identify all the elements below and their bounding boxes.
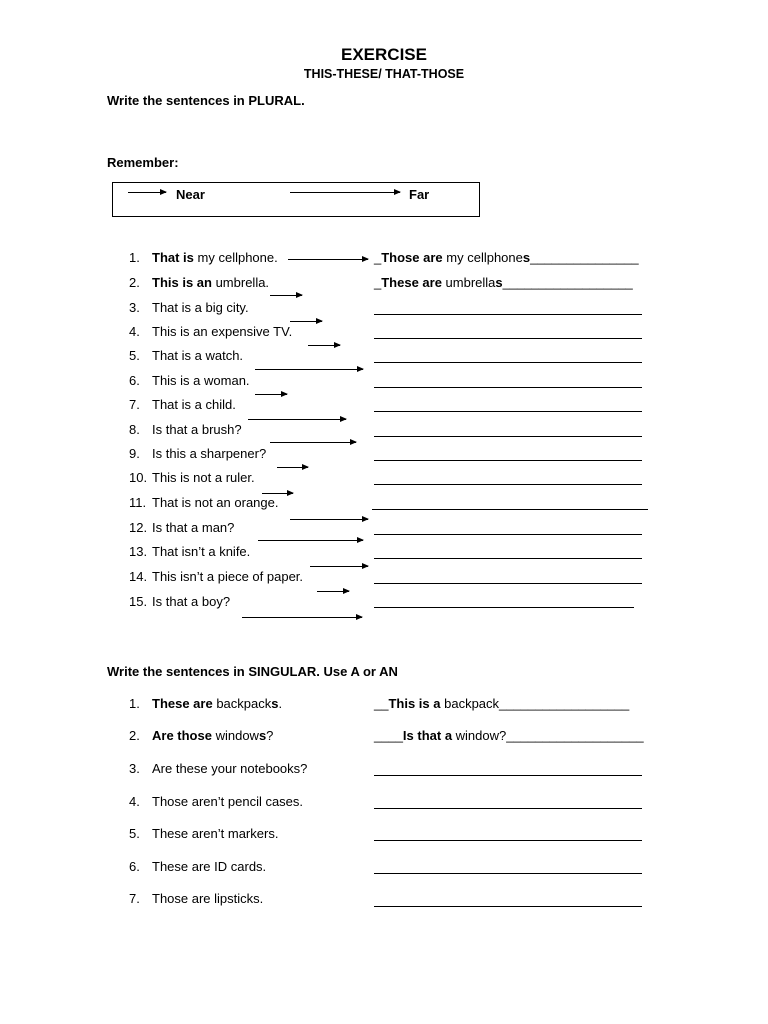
blank-line[interactable] (374, 808, 642, 809)
blank-line[interactable] (374, 338, 642, 339)
blank-line[interactable] (374, 436, 642, 437)
arrow-icon (310, 566, 368, 567)
blank-line[interactable] (374, 411, 642, 412)
list-item: 5. These aren’t markers. (129, 826, 279, 841)
list-item: 10. This is not a ruler. (129, 470, 255, 485)
list-item: 4. This is an expensive TV. (129, 324, 293, 339)
list-item: 6. These are ID cards. (129, 859, 267, 874)
list-item: 4. Those aren’t pencil cases. (129, 794, 304, 809)
list-item: 14. This isn’t a piece of paper. (129, 569, 304, 584)
blank-line[interactable] (374, 314, 642, 315)
list-item: 1. These are backpacks. (129, 696, 283, 711)
arrow-icon (288, 259, 368, 260)
blank-line[interactable] (374, 534, 642, 535)
blank-line[interactable] (374, 906, 642, 907)
blank-line[interactable] (374, 583, 642, 584)
list-item: 1. That is my cellphone. (129, 250, 278, 265)
list-item: 7. Those are lipsticks. (129, 891, 264, 906)
legend-near: Near (176, 187, 205, 202)
list-item: 11. That is not an orange. (129, 495, 279, 510)
list-item: 6. This is a woman. (129, 373, 250, 388)
blank-line[interactable] (374, 558, 642, 559)
remember-label: Remember: (107, 155, 179, 170)
list-item: 7. That is a child. (129, 397, 236, 412)
part2-instruction: Write the sentences in SINGULAR. Use A or AN (107, 664, 398, 679)
arrow-icon (270, 442, 356, 443)
arrow-icon (290, 321, 322, 322)
answer-line[interactable]: _Those are my cellphones_______________ (374, 250, 639, 265)
list-item: 3. Are these your notebooks? (129, 761, 308, 776)
arrow-icon (255, 369, 363, 370)
part1-instruction: Write the sentences in PLURAL. (107, 93, 305, 108)
legend-far: Far (409, 187, 430, 202)
answer-line[interactable]: __This is a backpack__________________ (374, 696, 630, 711)
blank-line[interactable] (374, 775, 642, 776)
arrow-icon (308, 345, 340, 346)
blank-line[interactable] (374, 873, 642, 874)
arrow-icon (258, 540, 363, 541)
arrow-icon (270, 295, 302, 296)
list-item: 5. That is a watch. (129, 348, 244, 363)
arrow-icon (255, 394, 287, 395)
arrow-icon (262, 493, 293, 494)
answer-line[interactable]: _These are umbrellas__________________ (374, 275, 633, 290)
page-subtitle: THIS-THESE/ THAT-THOSE (303, 67, 465, 81)
arrow-icon (317, 591, 349, 592)
list-item: 2. This is an umbrella. (129, 275, 270, 290)
list-item: 13. That isn’t a knife. (129, 544, 251, 559)
list-item: 12. Is that a man? (129, 520, 235, 535)
blank-line[interactable] (374, 460, 642, 461)
blank-line[interactable] (372, 509, 648, 510)
page-title: EXERCISE (341, 45, 427, 64)
arrow-icon (277, 467, 308, 468)
arrow-icon (242, 617, 362, 618)
answer-line[interactable]: ____Is that a window?___________________ (374, 728, 644, 743)
blank-line[interactable] (374, 362, 642, 363)
near-arrow-icon (128, 192, 166, 193)
list-item: 9. Is this a sharpener? (129, 446, 267, 461)
blank-line[interactable] (374, 607, 634, 608)
list-item: 15. Is that a boy? (129, 594, 231, 609)
list-item: 8. Is that a brush? (129, 422, 242, 437)
far-arrow-icon (290, 192, 400, 193)
blank-line[interactable] (374, 484, 642, 485)
list-item: 3. That is a big city. (129, 300, 249, 315)
arrow-icon (248, 419, 346, 420)
arrow-icon (290, 519, 368, 520)
list-item: 2. Are those windows? (129, 728, 274, 743)
blank-line[interactable] (374, 387, 642, 388)
blank-line[interactable] (374, 840, 642, 841)
